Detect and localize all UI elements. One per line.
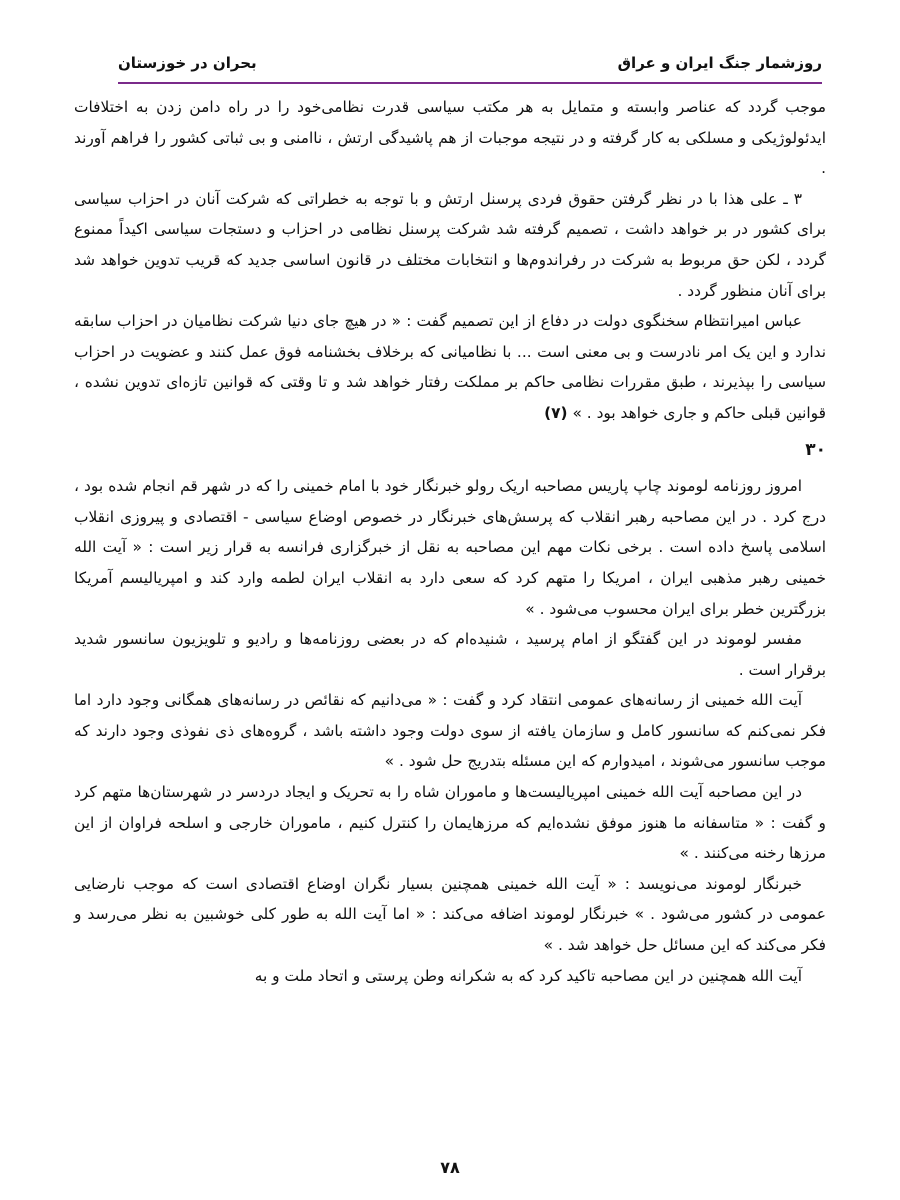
paragraph: آیت الله خمینی از رسانه‌های عمومی انتقاد کرد و گفت : « می‌دانیم که نقائص در رسانه‌های همگانی وجود دارد اما فکر نمی‌کنم که سانسور کامل و سازمان یافته از سوی دولت وجود داشته باشد ، گروه‌های ذی نفوذی وجود دارند که موجب سانسور می‌شوند ، امیدوارم که این مسئله بتدریج حل شود . » — [74, 691, 826, 771]
paragraph-text: عباس امیرانتظام سخنگوی دولت در دفاع از این تصمیم گفت : « در هیچ جای دنیا شرکت نظامیان در احزاب سابقه ندارد و این یک امر نادرست و بی معنی است ... با نظامیانی که برخلاف بخشنامه فوق عمل کنند و عضویت در احزاب سیاسی را بپذیرند ، طبق مقررات نظامی حاکم بر مملکت رفتار خواهد شد و تا وقتی که قوانین تازه‌ای تدوین نشده ، قوانین قبلی حاکم و جاری خواهد بود . » — [74, 312, 826, 422]
chapter-title: بحران در خوزستان — [118, 54, 257, 72]
paragraph: مفسر لوموند در این گفتگو از امام پرسید ، شنیده‌ام که در بعضی روزنامه‌ها و رادیو و تلویزیون سانسور شدید برقرار است . — [74, 630, 826, 679]
page-number: ۷۸ — [440, 1158, 460, 1177]
running-header — [118, 48, 822, 78]
paragraph: خبرنگار لوموند می‌نویسد : « آیت الله خمینی همچنین بسیار نگران اوضاع اقتصادی است که موجب نارضایی عمومی در کشور می‌شود . » خبرنگار لوموند اضافه می‌کند : « اما آیت الله به طور کلی خوشبین به نظر می‌رسد و فکر می‌کند که این مسائل حل خواهد شد . » — [74, 874, 826, 955]
day-heading: ۳۰ — [805, 439, 826, 460]
book-title: روزشمار جنگ ایران و عراق — [617, 54, 822, 72]
footnote-reference: (۷) — [544, 403, 568, 422]
paragraph-with-reference — [74, 306, 826, 428]
paragraph: در این مصاحبه آیت الله خمینی امپریالیست‌ها و ماموران شاه را به تحریک و ایجاد دردسر در شهرستان‌ها متهم کرد و گفت : « متاسفانه ما هنوز موفق نشده‌ایم که مرزهایمان را کنترل کنیم ، ماموران خارجی و اسلحه فراوان از این مرزها رخنه می‌کنند . » — [74, 783, 826, 863]
paragraph: ۳ ـ علی هذا با در نظر گرفتن حقوق فردی پرسنل ارتش و با توجه به خطراتی که شرکت آنان در احزاب سیاسی برای کشور در بر خواهد داشت ، تصمیم گرفته شد شرکت پرسنل نظامی در احزاب و دستجات سیاسی اکیداً ممنوع گردد ، لکن حق مربوط به شرکت در رفراندوم‌ها و انتخابات مختلف در قانون اساسی جدید که قریب تدوین خواهد شد برای آنان منظور گردد . — [74, 189, 826, 300]
paragraph: آیت الله همچنین در این مصاحبه تاکید کرد که به شکرانه وطن پرستی و اتحاد ملت و به — [254, 966, 802, 985]
paragraph: امروز روزنامه لوموند چاپ پاریس مصاحبه اریک رولو خبرنگار خود با امام خمینی را که در شهر قم انجام شده بود ، درج کرد . در این مصاحبه رهبر انقلاب که پرسش‌های خبرنگار در خصوص اوضاع سیاسی - اقتصادی و پیروزی انقلاب اسلامی پاسخ داده است . برخی نکات مهم این مصاحبه به نقل از خبرگزاری فرانسه به قرار زیر است : « آیت الله خمینی رهبر مذهبی ایران ، امریکا را متهم کرد که سعی دارد به انقلاب ایران لطمه وارد کند و امپریالیسم آمریکا بزرگترین خطر برای ایران محسوب می‌شود . » — [74, 477, 826, 618]
paragraph: موجب گردد که عناصر وابسته و متمایل به هر مکتب سیاسی قدرت نظامی‌خود را در راه دامن زدن به اختلافات ایدئولوژیکی و مسلکی به کار گرفته و در نتیجه موجبات از هم پاشیدگی ارتش ، ناامنی و بی ثباتی کشور را فراهم آورند . — [74, 98, 826, 178]
page-body — [74, 92, 826, 991]
header-divider — [118, 82, 822, 84]
